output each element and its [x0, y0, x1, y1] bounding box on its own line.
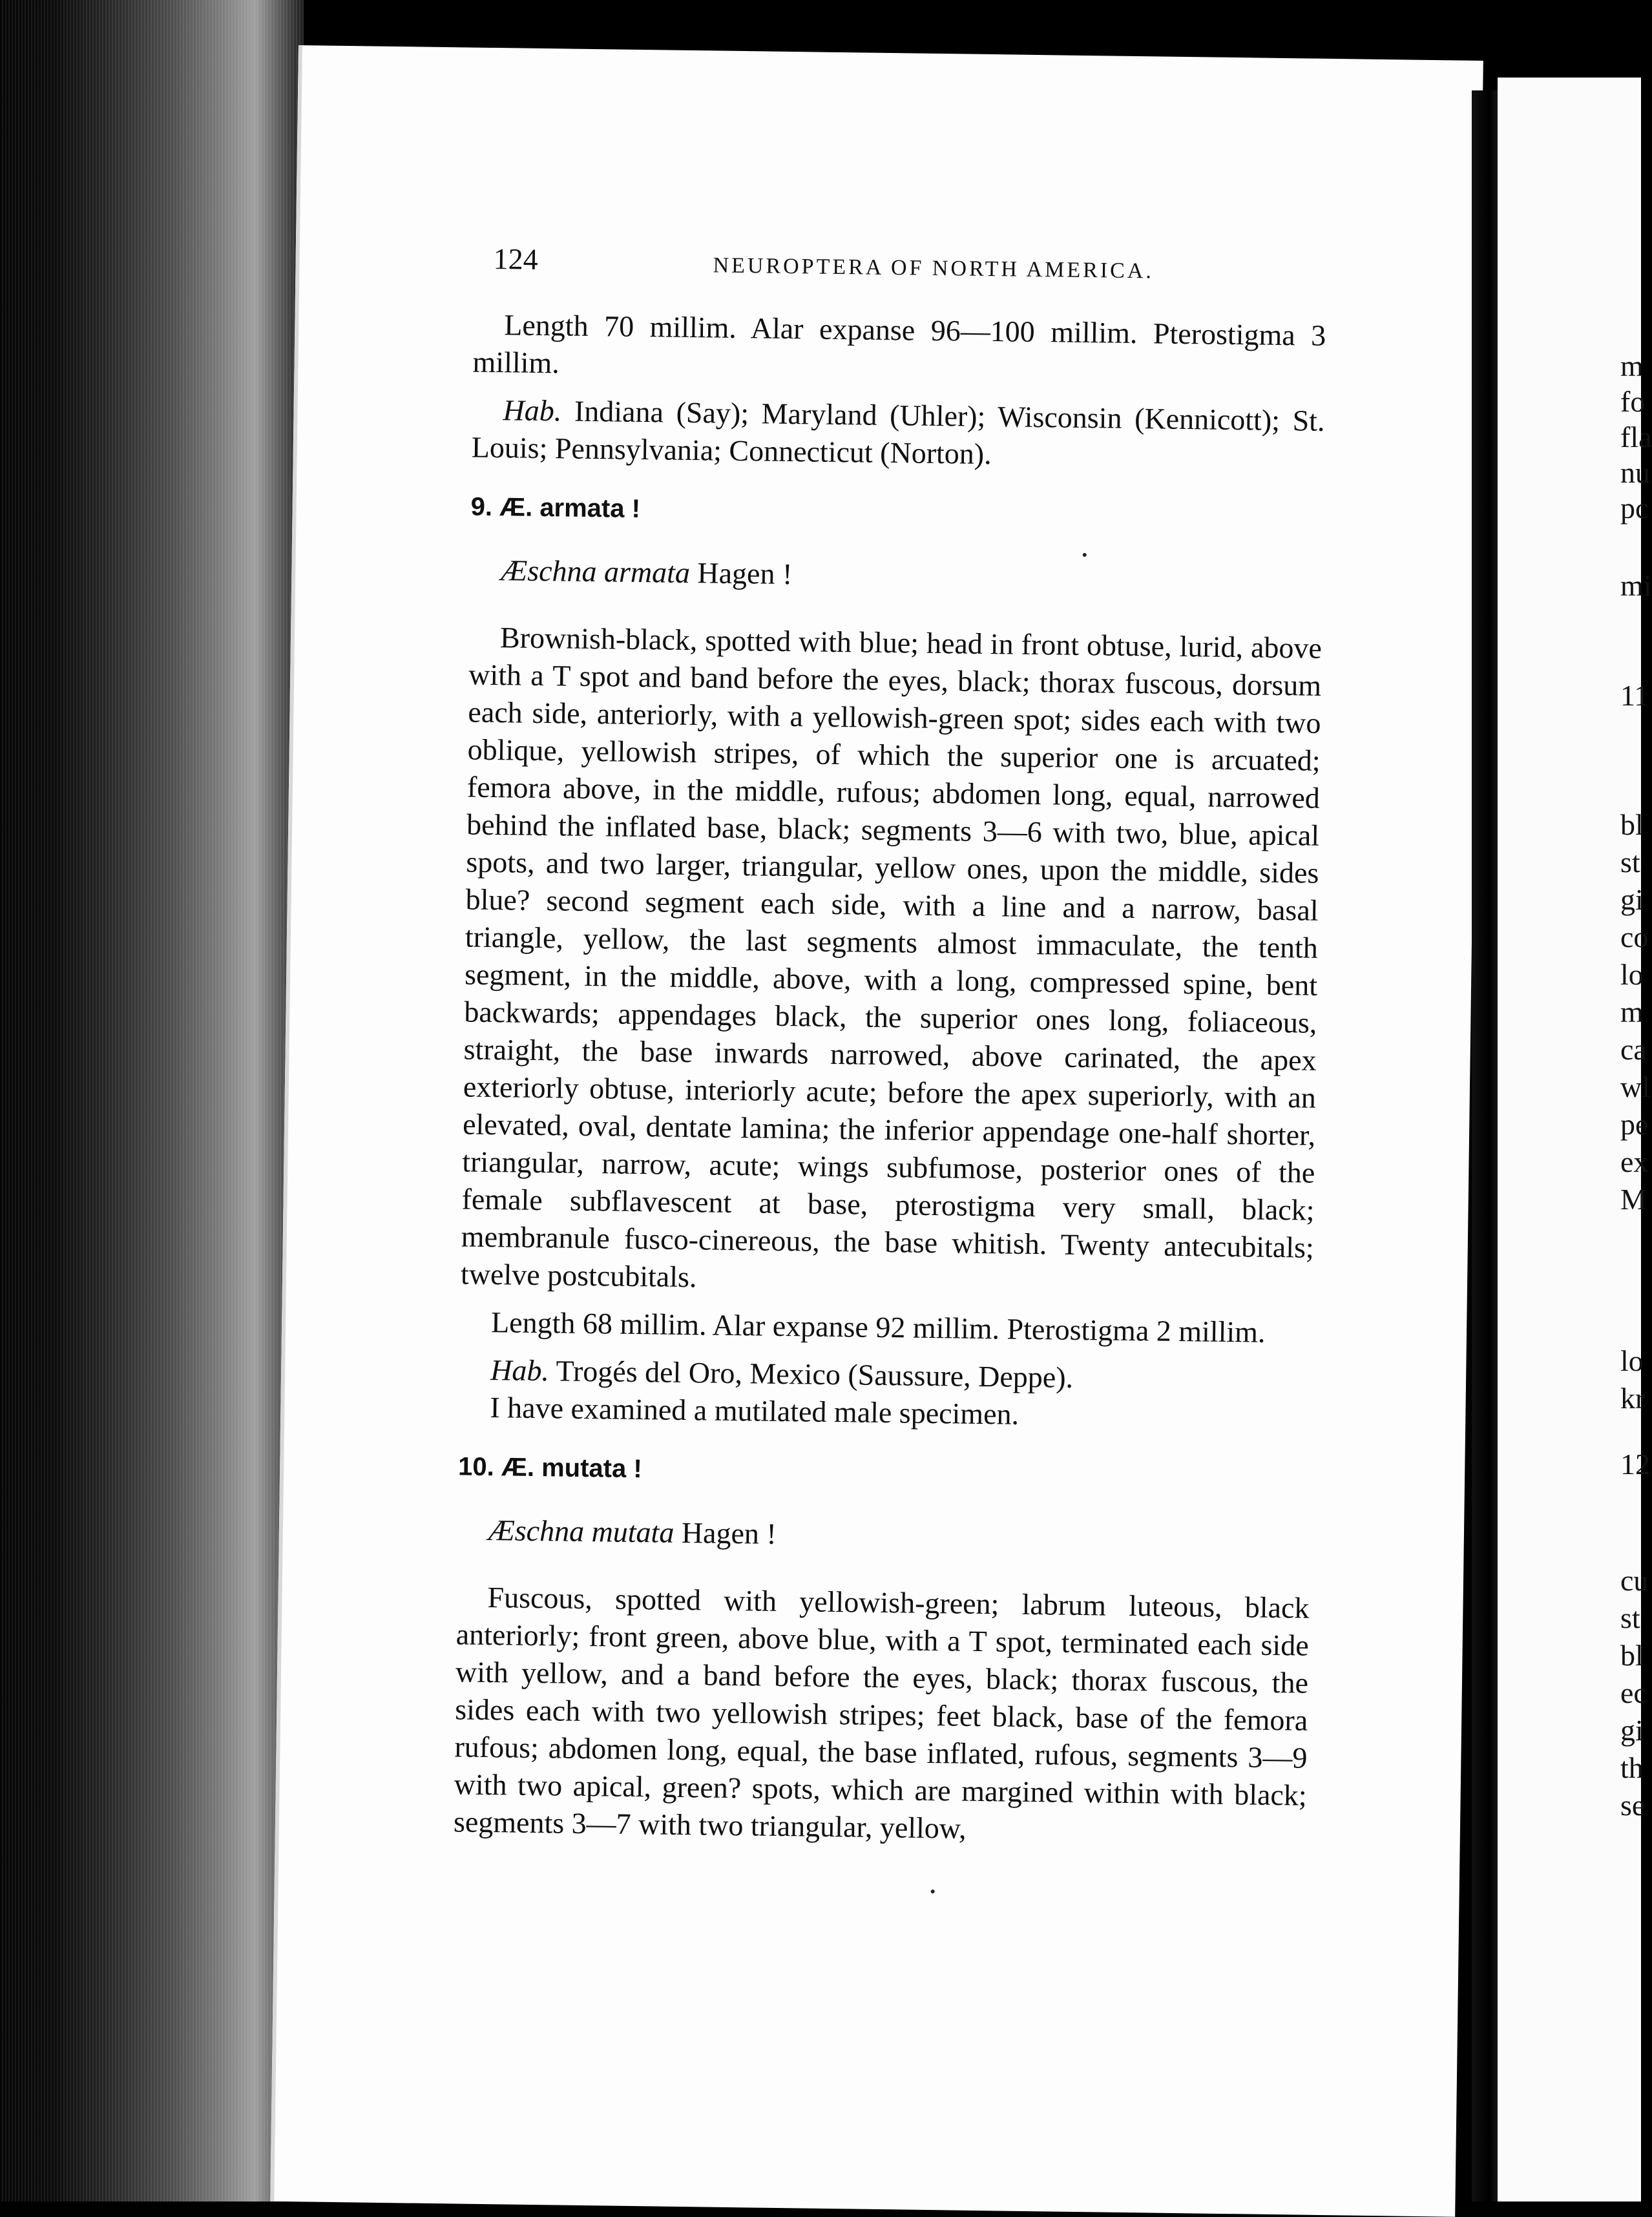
facing-page-text: th [1620, 1751, 1644, 1784]
species-heading: 10. Æ. mutata ! [457, 1452, 642, 1484]
synonym-author: Hagen ! [697, 556, 793, 591]
facing-page-text: ec [1620, 1676, 1647, 1709]
facing-page-text: bl [1620, 808, 1644, 841]
book-page-edges [0, 0, 304, 2201]
specimen-note: I have examined a mutilated male specimen. [490, 1391, 1019, 1431]
page-number: 124 [493, 242, 539, 276]
facing-page-text: st [1620, 1601, 1640, 1634]
facing-page-text: pc [1620, 492, 1649, 525]
length-measurement: Length 70 millim. Alar expanse 96—100 millim. Pterostigma 3 millim. [472, 308, 1326, 380]
facing-page-text: fo [1620, 385, 1646, 418]
facing-page-text: m [1620, 995, 1644, 1028]
print-speck [931, 1889, 935, 1893]
length-measurement: Length 68 millim. Alar expanse 92 millim. Pterostigma 2 millim. [490, 1306, 1266, 1349]
facing-page-text: co [1620, 921, 1649, 953]
page-body [454, 306, 1326, 1852]
facing-page-text: gi [1620, 883, 1644, 916]
species-description: Fuscous, spotted with yellowish-green; labrum luteous, black anteriorly; front green, above blue, with a T spot, terminated each side with yellow, and a band before the eyes, black; thorax fuscous, the sides each with two yellowish stripes; feet black, base of the femora rufous; abdomen long, equal, the base inflated, rufous, segments 3—9 with two apical, green? spots, which are margined within with black; segments 3—7 with two triangular, yellow, [453, 1581, 1310, 1845]
facing-page-text: 12 [1620, 1448, 1650, 1481]
facing-page-text: nu [1620, 456, 1650, 489]
facing-page-text: lo [1620, 958, 1644, 991]
print-speck [1083, 553, 1087, 557]
facing-page-text: fla [1620, 421, 1652, 453]
hab-label: Hab. [490, 1353, 550, 1388]
facing-page-text: gi [1620, 1714, 1644, 1747]
synonym-name: Æschna armata [501, 554, 691, 589]
facing-page-text: wl [1620, 1070, 1650, 1103]
facing-page-text: pe [1620, 1108, 1649, 1141]
facing-page-text: st [1620, 846, 1640, 879]
facing-page-text: m [1620, 349, 1644, 382]
habitat-text: Indiana (Say); Maryland (Uhler); Wisconsin (Kennicott); St. Louis; Pennsylvania; Connecticut (Norton). [471, 394, 1325, 471]
facing-page-text: bl [1620, 1639, 1644, 1672]
synonym-author: Hagen ! [681, 1515, 777, 1550]
book-page [270, 45, 1483, 2217]
facing-page-text: cu [1620, 1564, 1649, 1597]
facing-page-text: M [1620, 1183, 1647, 1216]
synonym-line [470, 552, 1323, 600]
synonym-line [457, 1511, 1311, 1559]
facing-page-text: lo [1620, 1344, 1644, 1377]
species-description: Brownish-black, spotted with blue; head in front obtuse, lurid, above with a T spot and band before the eyes, black; thorax fuscous, dorsum each side, anteriorly, with a yellowish-green spot; sides each with two oblique, yellowish stripes, of which the superior one is arcuated; femora above, in the middle, rufous; abdomen long, equal, narrowed behind the inflated base, black; segments 3—6 with two, blue, apical spots, and two larger, triangular, yellow ones, upon the middle, sides blue? second segment each side, with a line and a narrow, basal triangle, yellow, the last segments almost immaculate, the tenth segment, in the middle, above, with a long, compressed spine, bent backwards; appendages black, the superior ones long, foliaceous, straight, the base inwards narrowed, above carinated, the apex exteriorly obtuse, interiorly acute; before the apex superiorly, with an elevated, oval, dentate lamina; the inferior appendage one-half shorter, triangular, narrow, acute; wings subfumose, posterior ones of the female subflavescent at base, pterostigma very small, black; membranule fusco-cinereous, the base whitish. Twenty antecubitals; twelve postcubitals. [460, 621, 1323, 1294]
habitat-line [471, 391, 1324, 477]
running-head-title: NEUROPTERA OF NORTH AMERICA. [713, 253, 1155, 284]
running-head [493, 242, 1392, 305]
synonym-name: Æschna mutata [488, 1514, 674, 1549]
facing-page-text: mi [1620, 569, 1652, 602]
facing-page-text: ex [1620, 1145, 1649, 1178]
facing-page-text: ca [1620, 1033, 1647, 1066]
facing-page-fragment [1498, 78, 1652, 2201]
hab-label: Hab. [503, 393, 562, 428]
facing-page-text: 11 [1620, 679, 1649, 712]
species-heading: 9. Æ. armata ! [470, 492, 641, 523]
facing-page-text: se [1620, 1789, 1646, 1822]
facing-page-text: kr [1620, 1382, 1646, 1415]
habitat-text: Trogés del Oro, Mexico (Saussure, Deppe). [556, 1354, 1074, 1394]
